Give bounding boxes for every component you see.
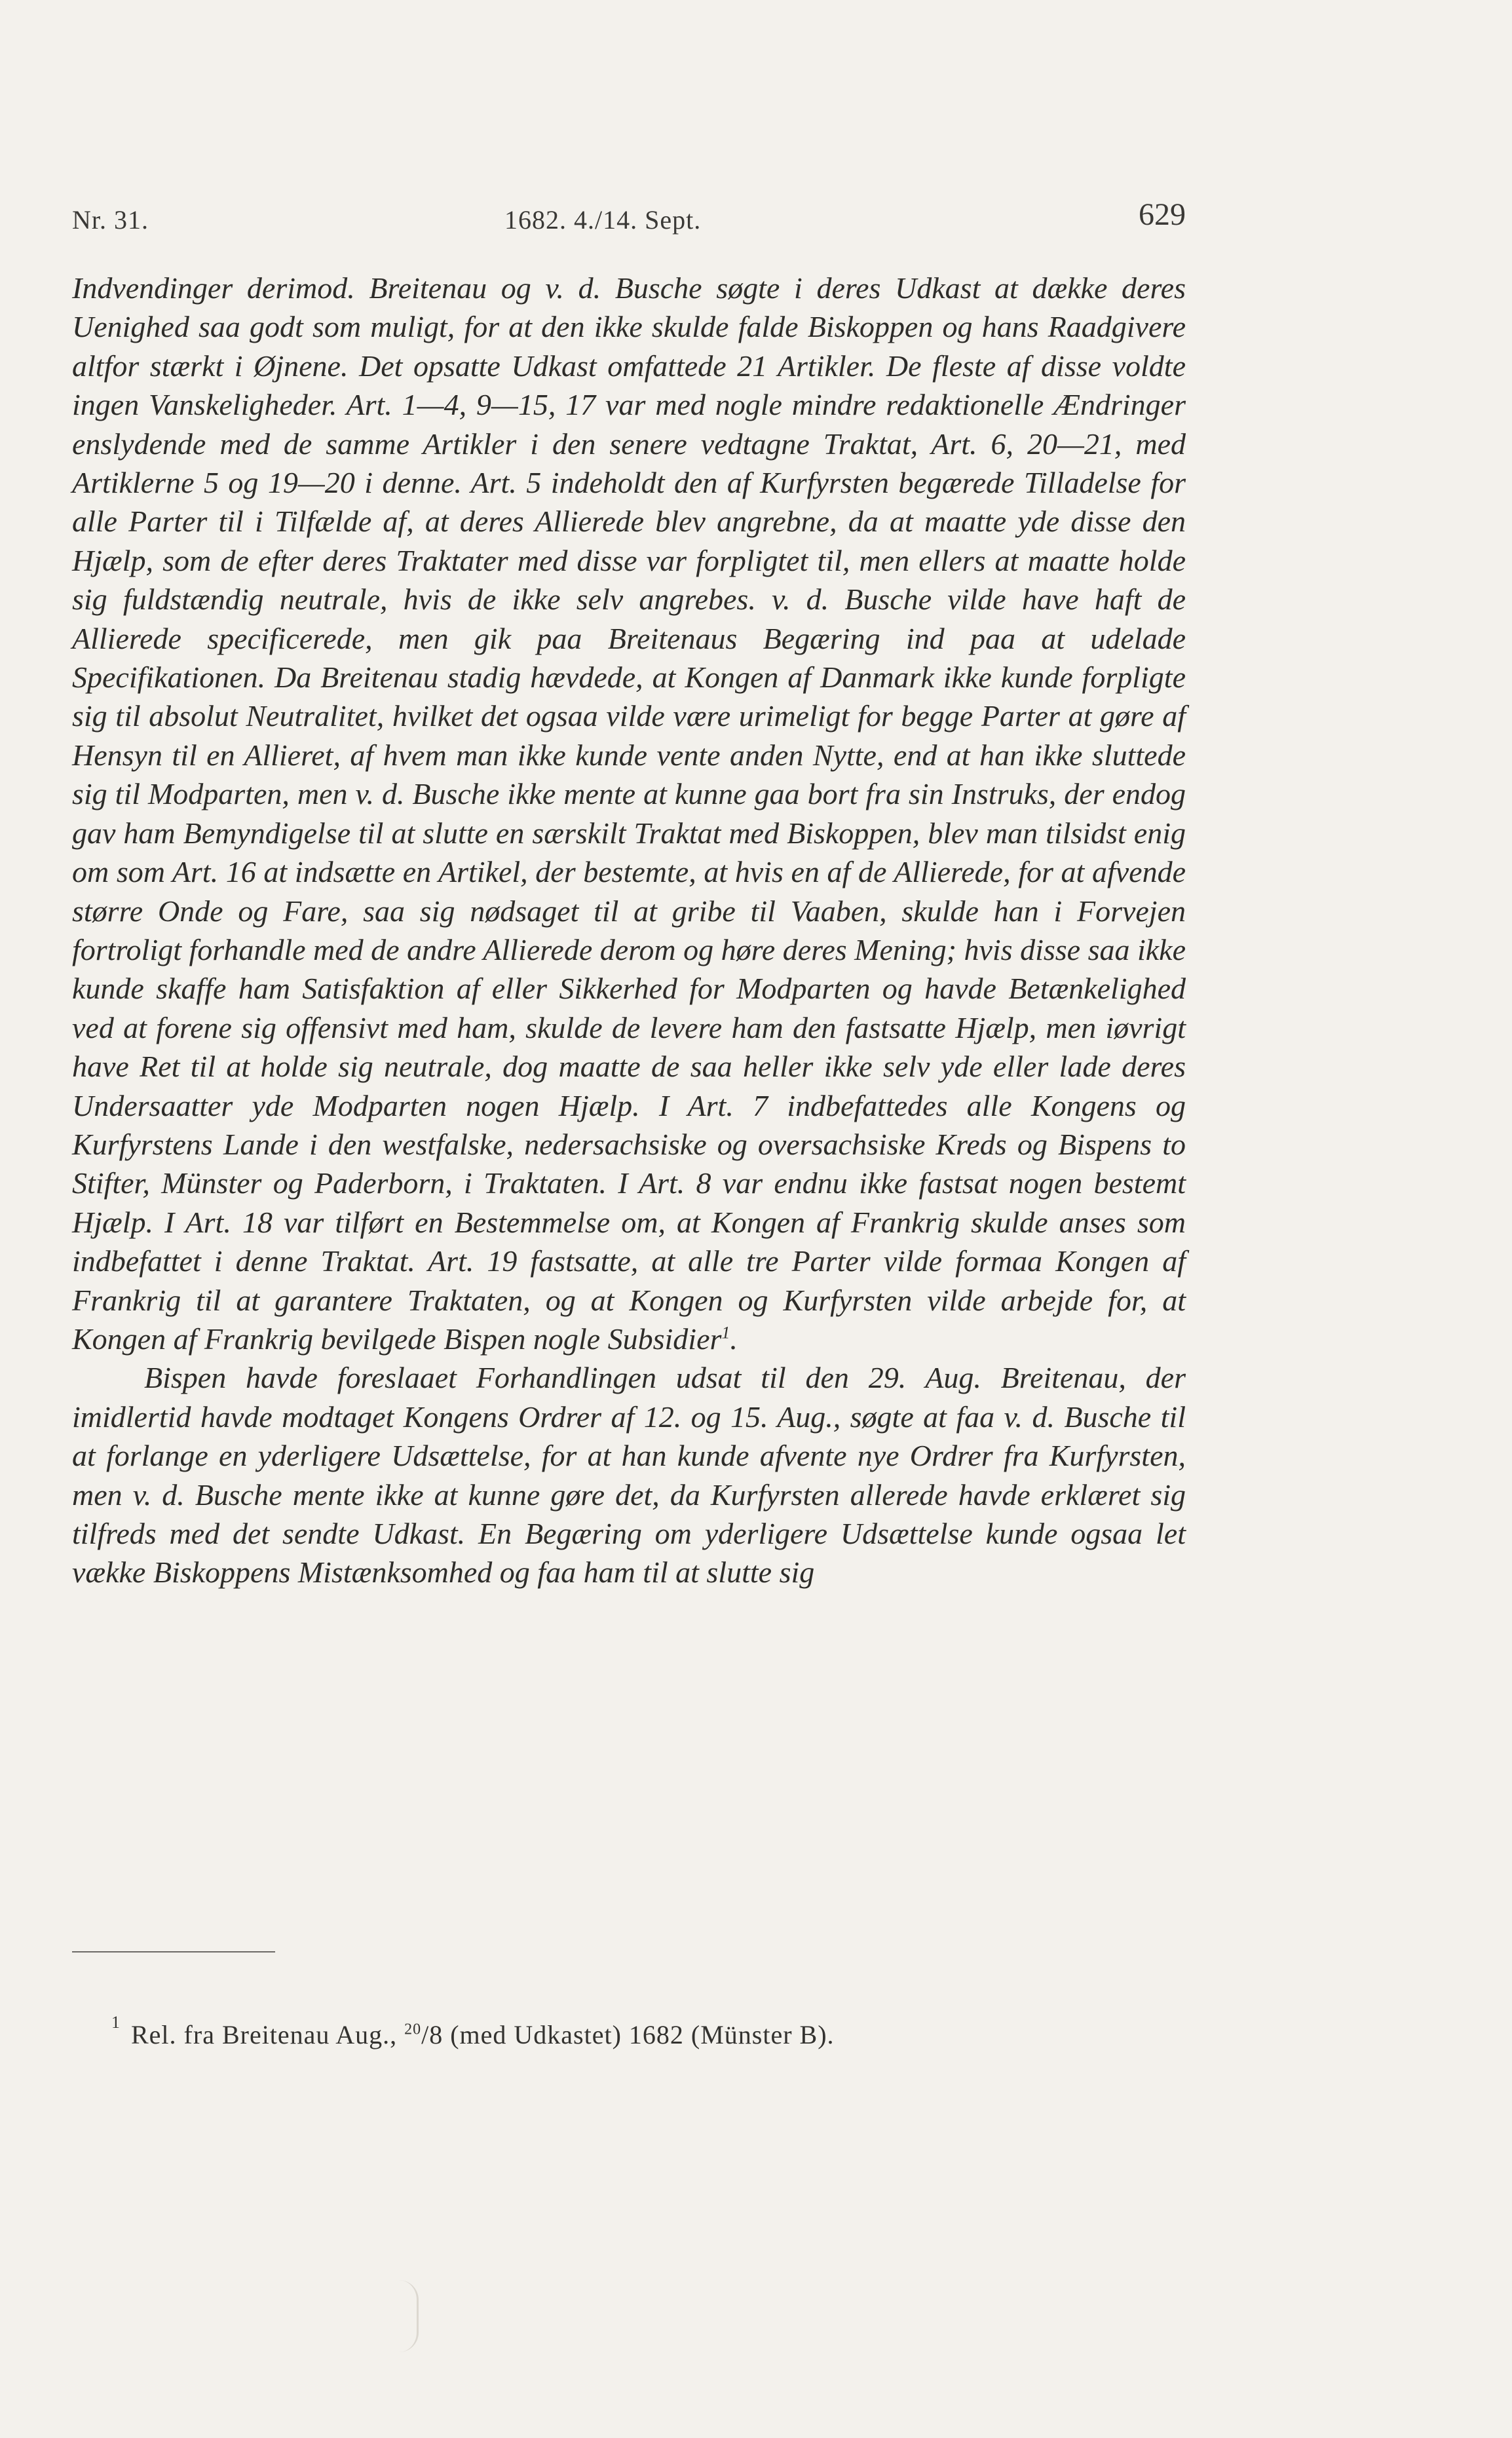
paragraph-1-end: . [730,1322,738,1356]
header-date: 1682. 4./14. Sept. [504,205,702,235]
body-text [72,269,1186,1592]
page-bracket-mark [393,2280,419,2352]
paragraph-2: Bispen havde foreslaaet Forhandlingen udsat til den 29. Aug. Breitenau, der imidlertid havde modtaget Kongens Ordrer af 12. og 15. Aug., søgte at faa v. d. Busche til at forlange en yderligere Udsættelse, for at han kunde afvente nye Ordrer fra Kurfyrsten, men v. d. Busche mente ikke at kunne gøre det, da Kurfyrsten allerede havde erklæret sig tilfreds med det sendte Udkast. En Begæring om yderligere Udsættelse kunde ogsaa let vække Biskoppens Mistænksomhed og faa ham til at slutte sig [72,1361,1186,1590]
footnote-divider [72,1951,275,1952]
footnote-mark: 1 [111,2013,121,2032]
page-header [72,197,1186,236]
footnote-text-a: Rel. fra Breitenau Aug., [131,2020,398,2049]
footnote-text-b: /8 (med Udkastet) 1682 (Münster B). [421,2020,835,2049]
document-number: Nr. 31. [72,205,149,235]
footnote [111,2013,1179,2050]
paragraph-1-text: Indvendinger derimod. Breitenau og v. d. Busche søgte i deres Udkast at dække deres Uenighed saa godt som muligt, for at den ikke skulde falde Biskoppen og hans Raadgivere altfor stærkt i Øjnene. Det opsatte Udkast omfattede 21 Artikler. De fleste af disse voldte ingen Vanskeligheder. Art. 1—4, 9—15, 17 var med nogle mindre redaktionelle Ændringer enslydende med de samme Artikler i den senere vedtagne Traktat, Art. 6, 20—21, med Artiklerne 5 og 19—20 i denne. Art. 5 indeholdt den af Kurfyrsten begærede Tilladelse for alle Parter til i Tilfælde af, at deres Allierede blev angrebne, da at maatte yde disse den Hjælp, som de efter deres Traktater med disse var forpligtet til, men ellers at maatte holde sig fuldstændig neutrale, hvis de ikke selv angrebes. v. d. Busche vilde have haft de Allierede specificerede, men gik paa Breitenaus Begæring ind paa at udelade Specifikationen. Da Breitenau stadig hævdede, at Kongen af Danmark ikke kunde forpligte sig til absolut Neutralitet, hvilket det ogsaa vilde være urimeligt for begge Parter at gøre af Hensyn til en Allieret, af hvem man ikke kunde vente anden Nytte, end at han ikke sluttede sig til Modparten, men v. d. Busche ikke mente at kunne gaa bort fra sin Instruks, der endog gav ham Bemyndigelse til at slutte en særskilt Traktat med Biskoppen, blev man tilsidst enig om som Art. 16 at indsætte en Artikel, der bestemte, at hvis en af de Allierede, for at afvende større Onde og Fare, saa sig nødsaget til at gribe til Vaaben, skulde han i Forvejen fortroligt forhandle med de andre Allierede derom og høre deres Mening; hvis disse saa ikke kunde skaffe ham Satisfaktion af eller Sikkerhed for Modparten og havde Betænkelighed ved at forene sig offensivt med ham, skulde de levere ham den fastsatte Hjælp, men iøvrigt have Ret til at holde sig neutrale, dog maatte de saa heller ikke selv yde eller lade deres Undersaatter yde Modparten nogen Hjælp. I Art. 7 indbefattedes alle Kongens og Kurfyrstens Lande i den westfalske, nedersachsiske og oversachsiske Kreds og Bispens to Stifter, Münster og Paderborn, i Traktaten. I Art. 8 var endnu ikke fastsat nogen bestemt Hjælp. I Art. 18 var tilført en Bestemmelse om, at Kongen af Frankrig skulde anses som indbefattet i denne Traktat. Art. 19 fastsatte, at alle tre Parter vilde formaa Kongen af Frankrig til at garantere Traktaten, og at Kongen og Kurfyrsten vilde arbejde for, at Kongen af Frankrig bevilgede Bispen nogle Subsidier [72,271,1186,1356]
footnote-date-superscript: 20 [404,2021,422,2038]
page-number: 629 [1139,197,1186,232]
footnote-reference: 1 [721,1323,730,1343]
paragraph-1 [72,269,1186,1358]
